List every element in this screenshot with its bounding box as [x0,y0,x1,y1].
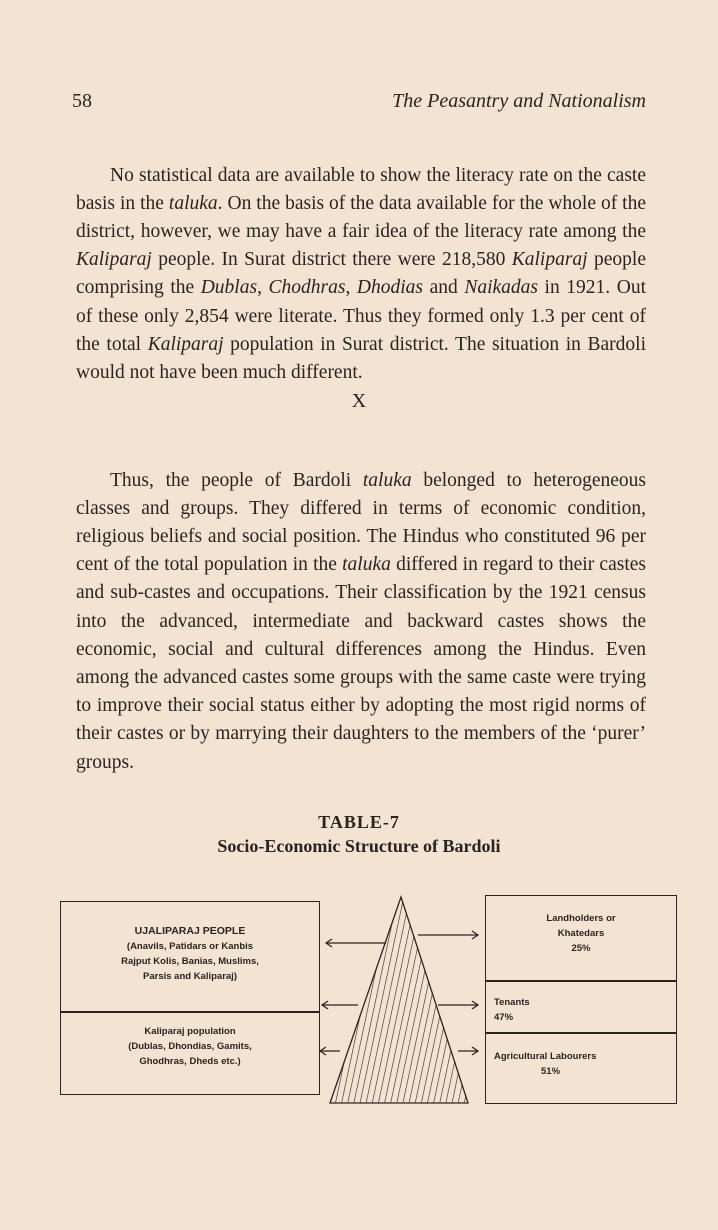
kaliparaj-heading: Kaliparaj population [144,1026,236,1037]
ujaliparaj-box [60,901,320,1013]
socio-economic-diagram [60,895,675,1105]
landholders-percent: 25% [571,943,591,954]
tenants-percent: 47% [494,1012,514,1023]
ujaliparaj-heading: UJALIPARAJ PEOPLE [134,925,246,937]
kaliparaj-box [60,1011,320,1095]
khatedars-label: Khatedars [557,928,605,939]
ujaliparaj-line-3: Parsis and Kaliparaj) [143,971,237,982]
paragraph-literacy: No statistical data are available to show the literacy rate on the caste basis in the taluka. On the basis of the data available for the whole of the district, however, we may have a fair idea of the literacy rate among the Kaliparaj people. In Surat district there were 218,580 Kaliparaj people comprising the Dublas, Chodhras, Dhodias and Naikadas in 1921. Out of these only 2,854 were literate. Thus they formed only 1.3 per cent of the total Kaliparaj population in Surat district. The situation in Bardoli would not have been much different. [76,164,647,383]
labourers-box [485,1032,677,1104]
ujaliparaj-line-1: (Anavils, Patidars or Kanbis [126,941,254,952]
paragraph-heterogeneous: Thus, the people of Bardoli taluka belonged to heterogeneous classes and groups. They differed in terms of economic condition, religious beliefs and social position. The Hindus who constituted 96 per cent of the total population in the taluka differed in regard to their castes and sub-castes and occupations. Their classification by the 1921 census into the advanced, intermediate and backward castes shows the economic, social and cultural differences among the Hindus. Even among the advanced castes some groups with the same caste were trying to improve their social status either by adopting the most rigid norms of their castes or by marrying their daughters to the members of the ‘purer’ groups. [76,469,646,773]
pyramid-hatching [318,895,485,1105]
table-number: TABLE-7 [318,812,400,832]
page-number: 58 [72,90,92,112]
kaliparaj-line-2: Ghodhras, Dheds etc.) [139,1056,241,1067]
table-title: Socio-Economic Structure of Bardoli [217,836,501,856]
section-mark: X [351,390,367,412]
pyramid-figure [318,895,485,1105]
labourers-percent: 51% [541,1066,561,1077]
kaliparaj-line-1: (Dublas, Dhondias, Gamits, [128,1041,252,1052]
landholders-label: Landholders or [546,913,616,924]
labourers-label: Agricultural Labourers [494,1051,597,1062]
tenants-box [485,980,677,1034]
running-title: The Peasantry and Nationalism [392,90,646,112]
ujaliparaj-line-2: Rajput Kolis, Banias, Muslims, [121,956,259,967]
tenants-label: Tenants [494,997,530,1008]
landholders-box [485,895,677,982]
